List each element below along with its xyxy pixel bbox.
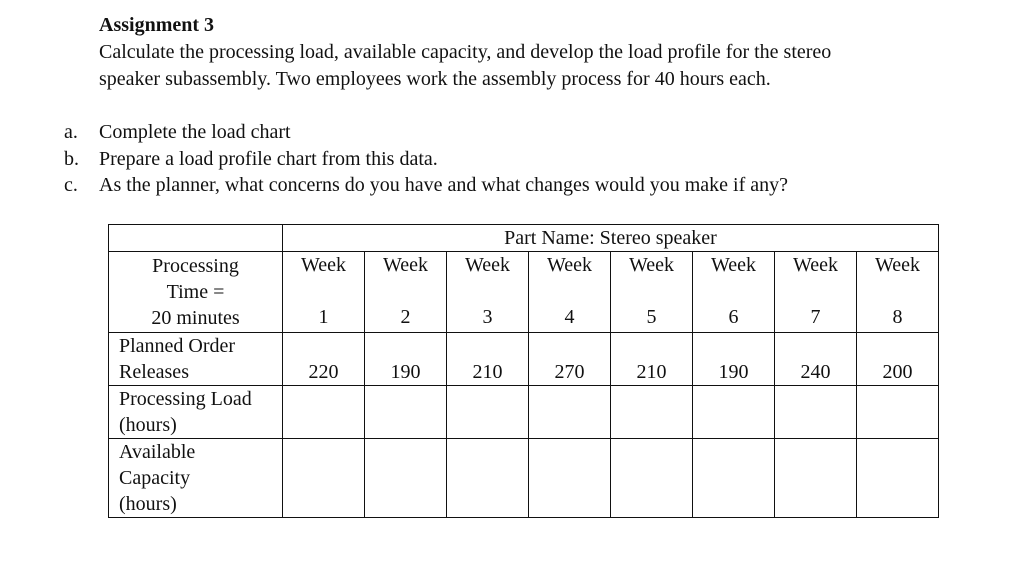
week-number: 8 <box>892 306 903 328</box>
task-letter: b. <box>64 147 79 170</box>
processing-load-cell[interactable] <box>283 386 365 439</box>
task-letter: a. <box>64 121 78 143</box>
planned-value-cell <box>365 333 447 386</box>
week-spacer <box>283 278 364 304</box>
week-number: 1 <box>318 306 329 328</box>
week-label: Week <box>546 254 593 276</box>
week-header-cell <box>529 252 611 333</box>
row-label-line: (hours) <box>119 493 177 515</box>
week-number: 2 <box>400 306 411 328</box>
week-spacer <box>857 278 938 304</box>
available-capacity-cell[interactable] <box>447 439 529 518</box>
available-capacity-cell[interactable] <box>775 439 857 518</box>
planned-order-label-cell <box>109 333 283 386</box>
planned-value: 190 <box>718 361 749 383</box>
planned-value: 210 <box>472 361 503 383</box>
planned-value: 200 <box>882 361 913 383</box>
planned-value: 210 <box>636 361 667 383</box>
week-number: 7 <box>810 306 821 328</box>
week-label: Week <box>792 254 839 276</box>
processing-load-cell[interactable] <box>447 386 529 439</box>
week-spacer <box>693 278 774 304</box>
task-list <box>0 119 1000 199</box>
row-label-line: Processing Load <box>119 388 252 410</box>
planned-value: 190 <box>390 361 421 383</box>
planned-value: 220 <box>308 361 339 383</box>
task-text: Prepare a load profile chart from this data. <box>99 147 438 170</box>
planned-value-cell <box>529 333 611 386</box>
task-text: Complete the load chart <box>99 121 291 143</box>
planned-value-cell <box>283 333 365 386</box>
processing-load-cell[interactable] <box>611 386 693 439</box>
planned-value-cell <box>857 333 939 386</box>
week-label: Week <box>628 254 675 276</box>
processing-time-line: Processing <box>152 255 239 277</box>
row-label-line: Planned Order <box>119 335 236 357</box>
processing-load-cell[interactable] <box>365 386 447 439</box>
table-row-processing-load <box>109 386 939 439</box>
week-number: 5 <box>646 306 657 328</box>
table-row-available-capacity <box>109 439 939 518</box>
table-row-planned <box>109 333 939 386</box>
week-spacer <box>447 278 528 304</box>
row-label-line: Capacity <box>119 467 191 489</box>
task-item <box>0 172 1000 199</box>
available-capacity-cell[interactable] <box>283 439 365 518</box>
planned-value-cell <box>447 333 529 386</box>
intro-line: Calculate the processing load, available capacity, and develop the load profile for the stereo <box>99 41 832 63</box>
week-number: 6 <box>728 306 739 328</box>
corner-cell <box>109 225 283 252</box>
processing-load-cell[interactable] <box>529 386 611 439</box>
task-item <box>0 146 1000 173</box>
week-number: 3 <box>482 306 493 328</box>
planned-value: 270 <box>554 361 585 383</box>
processing-load-cell[interactable] <box>693 386 775 439</box>
available-capacity-cell[interactable] <box>857 439 939 518</box>
week-header-cell <box>283 252 365 333</box>
planned-value: 240 <box>800 361 831 383</box>
available-capacity-cell[interactable] <box>365 439 447 518</box>
week-spacer <box>365 278 446 304</box>
assignment-title: Assignment 3 <box>99 14 215 36</box>
week-header-cell <box>447 252 529 333</box>
planned-value-cell <box>611 333 693 386</box>
processing-time-line: 20 minutes <box>151 307 240 329</box>
load-chart-table <box>108 224 939 518</box>
intro-line: speaker subassembly. Two employees work the assembly process for 40 hours each. <box>99 68 771 90</box>
available-capacity-label-cell <box>109 439 283 518</box>
week-number: 4 <box>564 306 575 328</box>
week-label: Week <box>874 254 921 276</box>
processing-time-line: Time = <box>166 281 225 303</box>
planned-value-cell <box>693 333 775 386</box>
week-header-cell <box>611 252 693 333</box>
week-label: Week <box>464 254 511 276</box>
task-text: As the planner, what concerns do you have and what changes would you make if any? <box>99 174 788 196</box>
part-name-cell: Part Name: Stereo speaker <box>283 225 939 252</box>
processing-load-cell[interactable] <box>857 386 939 439</box>
available-capacity-cell[interactable] <box>529 439 611 518</box>
task-item <box>0 119 1000 146</box>
row-label-line: Available <box>119 441 196 463</box>
week-spacer <box>775 278 856 304</box>
processing-time-cell <box>109 252 283 333</box>
week-header-cell <box>775 252 857 333</box>
processing-load-label-cell <box>109 386 283 439</box>
week-header-cell <box>693 252 775 333</box>
task-letter: c. <box>64 174 78 196</box>
week-label: Week <box>382 254 429 276</box>
week-header-cell <box>857 252 939 333</box>
week-spacer <box>529 278 610 304</box>
week-header-cell <box>365 252 447 333</box>
assignment-intro <box>99 39 979 93</box>
processing-load-cell[interactable] <box>775 386 857 439</box>
planned-value-cell <box>775 333 857 386</box>
table-row-part-name <box>109 225 939 252</box>
available-capacity-cell[interactable] <box>693 439 775 518</box>
week-spacer <box>611 278 692 304</box>
row-label-line: (hours) <box>119 414 177 436</box>
row-label-line: Releases <box>119 361 189 383</box>
week-label: Week <box>300 254 347 276</box>
available-capacity-cell[interactable] <box>611 439 693 518</box>
week-label: Week <box>710 254 757 276</box>
